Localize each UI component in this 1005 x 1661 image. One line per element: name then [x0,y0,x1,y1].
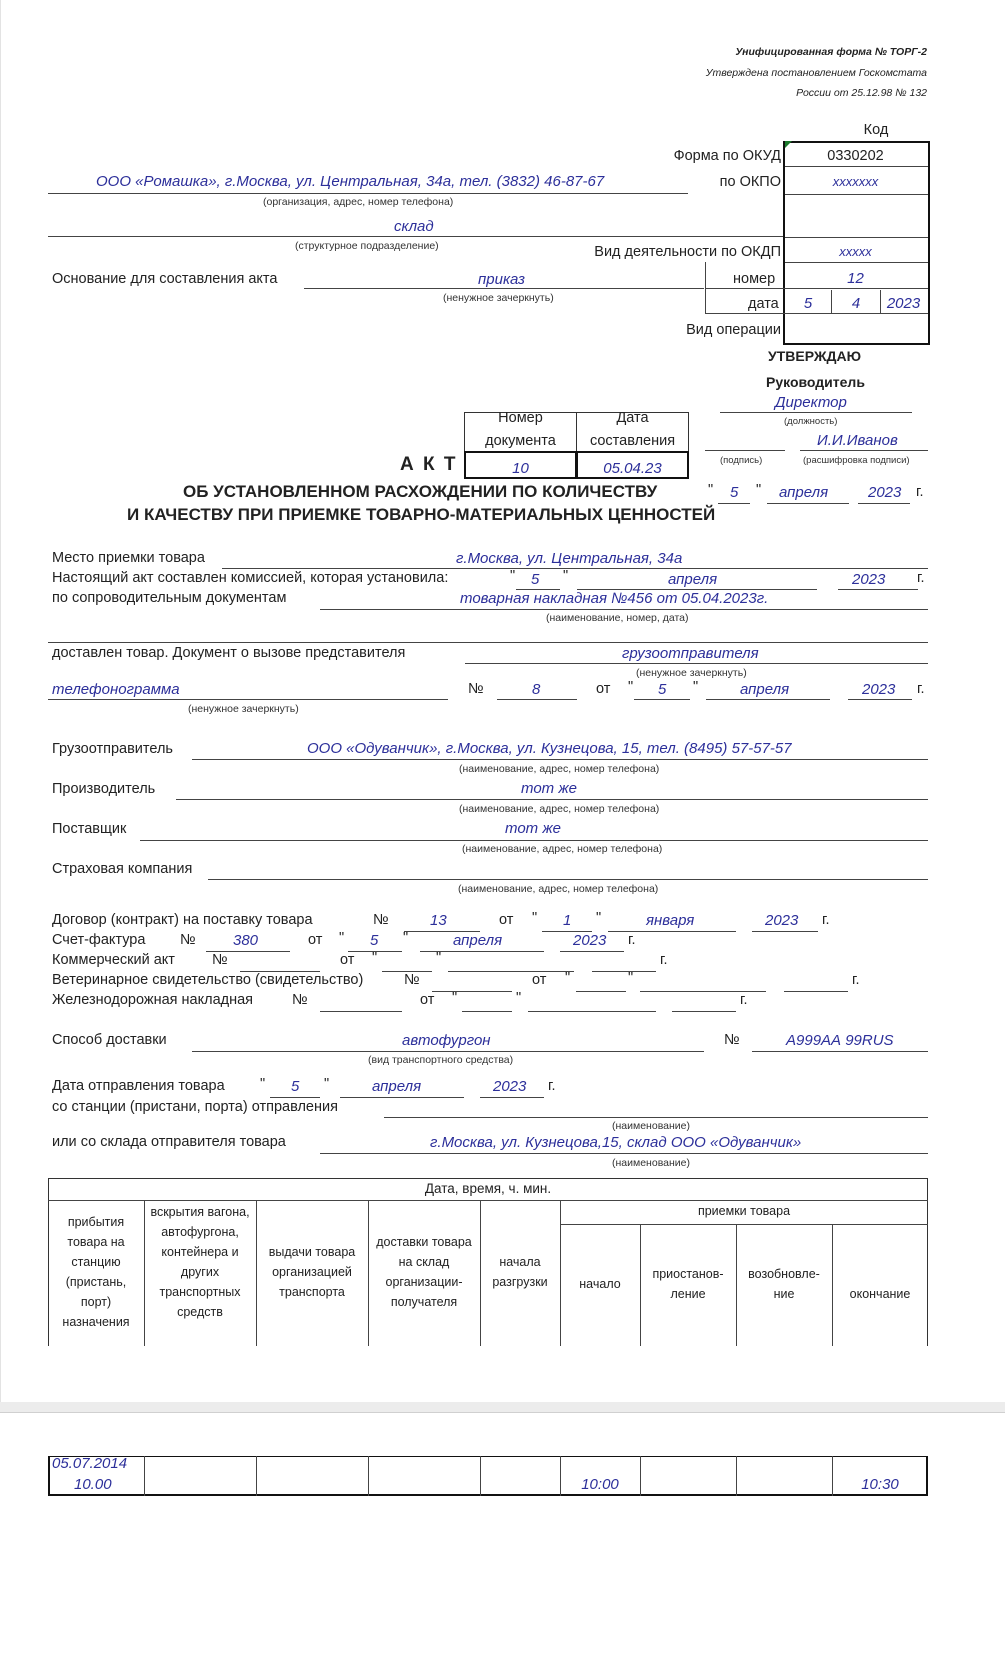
vet-no-sign: № [404,972,420,988]
supplier-label: Поставщик [52,821,127,837]
place-label: Место приемки товара [52,550,205,566]
organization-value: ООО «Ромашка», г.Москва, ул. Центральная, 34а, тел. (3832) 46-87-67 [96,173,605,190]
quote-open: " [708,482,714,498]
vet-label: Ветеринарное свидетельство (свидетельство) [52,972,364,988]
title-line-2: И КАЧЕСТВУ ПРИ ПРИЕМКЕ ТОВАРНО-МАТЕРИАЛЬНЫХ ЦЕННОСТЕЙ [127,505,716,524]
contract-q2: " [596,910,602,926]
okud-label: Форма по ОКУД [673,148,781,164]
quote-close: " [756,482,762,498]
doc-number-h1: Номер [498,410,543,426]
delivery-value: автофургон [402,1032,491,1049]
docs-caption: (наименование, номер, дата) [546,612,689,624]
doc-number-value: 10 [512,460,529,477]
doc-date-h1: Дата [616,410,649,426]
division-value: склад [394,218,434,235]
invoice-q1: " [339,930,345,946]
acceptance-header: приемки товара [697,1204,791,1218]
commercial-ot: от [340,952,355,968]
rail-label: Железнодорожная накладная [52,992,254,1008]
producer-value: тот же [521,780,577,797]
row-time: 10.00 [74,1476,112,1493]
okud-value: 0330202 [827,148,884,164]
shipper-value: ООО «Одуванчик», г.Москва, ул. Кузнецова, 15, тел. (8495) 57-57-57 [307,740,792,757]
row-date: 05.07.2014 [52,1455,128,1472]
contract-month: января [646,912,695,929]
warehouse-value: г.Москва, ул. Кузнецова,15, склад ООО «Одуванчик» [430,1134,802,1151]
commercial-g: г. [660,952,668,968]
approve-day: 5 [730,484,739,501]
approve-position: Директор [775,394,847,411]
contract-q1: " [532,910,538,926]
doc-date-h2: составления [589,433,676,449]
vet-q1: " [565,970,571,986]
approve-name: И.И.Иванов [817,432,898,449]
call-ot: от [596,681,611,697]
invoice-ot: от [308,932,323,948]
call-quote-2: " [693,679,699,695]
invoice-no: 380 [233,932,259,949]
vid-operacii-label: Вид операции [686,322,781,338]
call-no: 8 [532,681,541,698]
row-start: 10:00 [581,1476,619,1493]
rep-caption: (ненужное зачеркнуть) [636,667,747,679]
shipper-caption: (наименование, адрес, номер телефона) [459,763,660,775]
commission-day: 5 [531,571,540,588]
okpo-label: по ОКПО [719,174,781,190]
invoice-year: 2023 [573,932,607,949]
approve-year: 2023 [868,484,902,501]
data-day: 5 [803,295,813,312]
call-year: 2023 [862,681,896,698]
signature-caption: (подпись) [720,455,763,466]
commission-quote-1: " [510,568,516,584]
doc-number-h2: документа [485,433,556,449]
ship-g: г. [548,1078,556,1094]
division-caption: (структурное подразделение) [295,240,439,252]
invoice-no-sign: № [180,932,196,948]
contract-no-sign: № [373,912,389,928]
commission-quote-2: " [563,568,569,584]
basis-label: Основание для составления акта [52,271,278,287]
nomer-value: 12 [847,270,864,287]
rail-q1: " [452,990,458,1006]
commercial-label: Коммерческий акт [52,952,175,968]
basis-caption: (ненужное зачеркнуть) [443,292,554,304]
row-end: 10:30 [861,1476,899,1493]
warehouse-label: или со склада отправителя товара [52,1134,286,1150]
col-resume: возобновле-ние [748,1267,820,1301]
vet-ot: от [532,972,547,988]
place-value: г.Москва, ул. Центральная, 34а [456,550,683,567]
invoice-label: Счет-фактура [52,932,146,948]
supplier-value: тот же [505,820,561,837]
rail-no-sign: № [292,992,308,1008]
call-caption: (ненужное зачеркнуть) [188,703,299,715]
rail-ot: от [420,992,435,1008]
nomer-label: номер [733,271,776,287]
time-table-top-header: Дата, время, ч. мин. [424,1181,552,1196]
rail-q2: " [516,990,522,1006]
station-label: со станции (пристани, порта) отправления [52,1099,338,1115]
vet-q2: " [628,970,634,986]
col-start: начало [579,1277,621,1291]
contract-ot: от [499,912,514,928]
invoice-g: г. [628,932,636,948]
okdp-label: Вид деятельности по ОКДП [594,244,781,260]
okdp-value: ххххх [839,244,872,259]
approve-year-suffix: г. [916,484,924,500]
ship-date-label: Дата отправления товара [52,1078,225,1094]
approve-position-caption: (должность) [784,416,838,427]
commission-year: 2023 [852,571,886,588]
time-table-row [48,1456,928,1496]
commercial-q1: " [372,950,378,966]
col-unload-start: начала разгрузки [492,1255,548,1289]
ship-year: 2023 [493,1078,527,1095]
insurance-label: Страховая компания [52,861,193,877]
approve-month: апреля [779,484,829,501]
data-month: 4 [851,295,861,312]
invoice-month: апреля [453,932,503,949]
title-line-1: ОБ УСТАНОВЛЕННОМ РАСХОЖДЕНИИ ПО КОЛИЧЕСТВУ [183,482,658,501]
ship-day: 5 [291,1078,300,1095]
rep-value: грузоотправителя [622,645,759,662]
station-caption: (наименование) [612,1120,690,1132]
vet-g: г. [852,972,860,988]
basis-value: приказ [478,271,526,288]
col-pause: приостанов-ление [652,1267,724,1301]
call-month: апреля [740,681,790,698]
call-value: телефонограмма [52,681,180,698]
okpo-value: ххххххх [832,174,879,189]
contract-day: 1 [563,912,572,929]
ship-q1: " [260,1076,266,1092]
commission-month: апреля [668,571,718,588]
contract-no: 13 [430,912,447,929]
contract-g: г. [822,912,830,928]
call-quote-1: " [628,679,634,695]
invoice-q2: " [403,930,409,946]
shipper-label: Грузоотправитель [52,741,173,757]
vehicle-no-label: № [724,1032,740,1048]
approve-role: Руководитель [766,374,865,390]
docs-value: товарная накладная №456 от 05.04.2023г. [460,590,769,607]
kod-label: Код [863,122,889,138]
supplier-caption: (наименование, адрес, номер телефона) [462,843,663,855]
rail-g: г. [740,992,748,1008]
contract-label: Договор (контракт) на поставку товара [52,912,313,928]
col-delivery: доставки товара на склад организации-получателя [376,1235,472,1309]
approval-line-1: Утверждена постановлением Госкомстата [705,67,927,79]
col-end: окончание [849,1287,911,1301]
codes-box [783,141,930,345]
approval-line-2: России от 25.12.98 № 132 [796,87,927,99]
page-break [0,1402,1005,1412]
cell-marker-icon [785,141,792,148]
col-opening: вскрытия вагона, автофургона, контейнера и других транспортных средств [150,1205,250,1319]
call-day: 5 [658,681,667,698]
delivered-label: доставлен товар. Документ о вызове представителя [52,645,406,661]
commercial-q2: " [436,950,442,966]
commercial-no-sign: № [212,952,228,968]
approve-title: УТВЕРЖДАЮ [768,348,862,364]
delivery-label: Способ доставки [52,1032,167,1048]
commission-label: Настоящий акт составлен комиссией, которая установила: [52,570,449,586]
ship-q2: " [324,1076,330,1092]
data-year: 2023 [886,295,921,312]
docs-label: по сопроводительным документам [52,590,287,606]
ship-month: апреля [372,1078,422,1095]
data-label: дата [748,296,779,312]
col-arrival: прибытия товара на станцию (пристань, порт) назначения [62,1215,130,1329]
form-name: Унифицированная форма № ТОРГ-2 [735,46,927,58]
call-no-label: № [468,681,484,697]
delivery-caption: (вид транспортного средства) [368,1054,514,1066]
invoice-day: 5 [370,932,379,949]
call-g: г. [917,681,925,697]
akt-title: А К Т [400,454,458,475]
warehouse-caption: (наименование) [612,1157,690,1169]
contract-year: 2023 [765,912,799,929]
name-caption: (расшифровка подписи) [803,455,910,466]
vehicle-no: А999АА 99RUS [786,1032,894,1049]
organization-caption: (организация, адрес, номер телефона) [263,196,454,208]
col-issue: выдачи товара организацией транспорта [268,1245,356,1299]
commission-g: г. [917,570,925,586]
doc-date-value: 05.04.23 [603,460,662,477]
insurance-caption: (наименование, адрес, номер телефона) [458,883,659,895]
producer-label: Производитель [52,781,156,797]
producer-caption: (наименование, адрес, номер телефона) [459,803,660,815]
